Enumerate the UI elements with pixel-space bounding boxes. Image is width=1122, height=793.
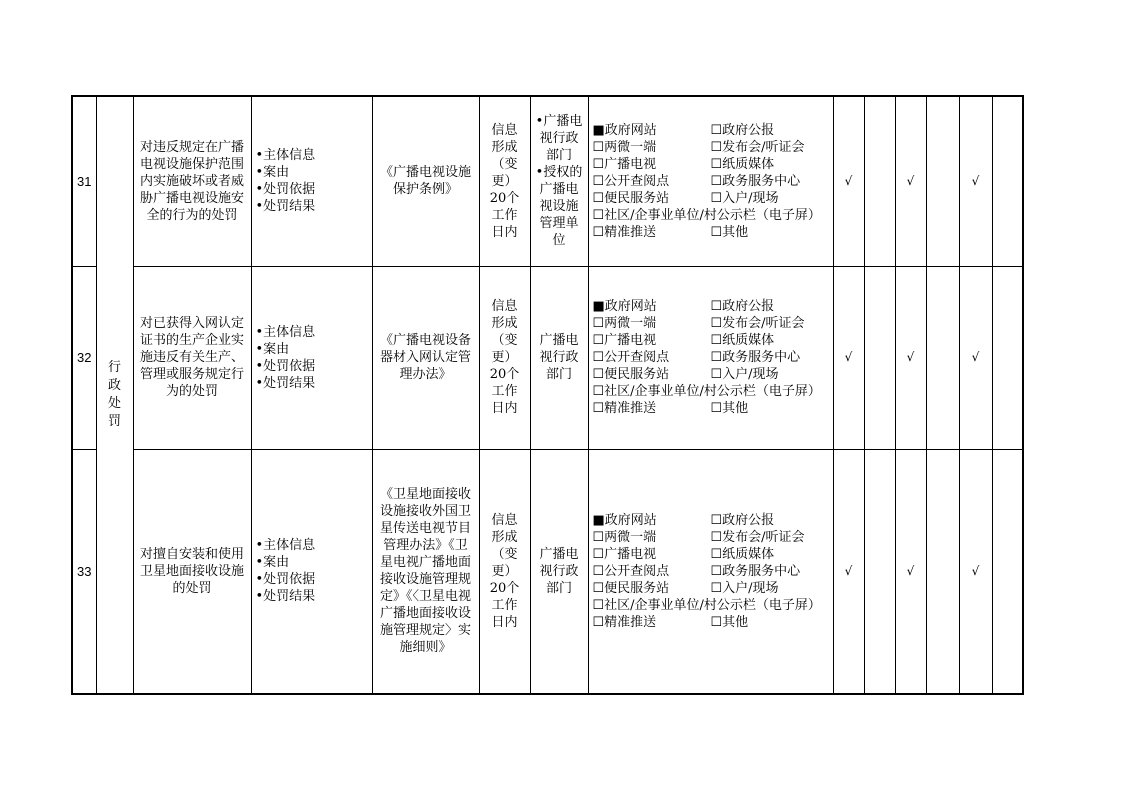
category-label: 行政处罚	[107, 360, 121, 429]
disclosure-table	[71, 95, 1024, 695]
disclosure-subject	[530, 96, 588, 266]
channel-option: ☐入户/现场	[710, 190, 779, 206]
check-mark: √	[833, 266, 864, 449]
channel-option: ☐便民服务站	[592, 190, 670, 206]
channel-option: ☐政务服务中心	[710, 173, 801, 189]
element-item: •处罚依据	[255, 572, 316, 588]
empty-cell	[864, 96, 895, 266]
channel-option: ☐其他	[710, 614, 749, 630]
channel-option: ☐纸质媒体	[710, 546, 775, 562]
element-item: •案由	[255, 341, 290, 357]
disclosure-channels	[588, 96, 833, 266]
check-mark: √	[959, 449, 992, 694]
channel-option: ☐其他	[710, 401, 749, 416]
table-row	[72, 96, 1023, 266]
channel-option: ☐纸质媒体	[710, 156, 775, 172]
element-item: •处罚结果	[255, 199, 316, 215]
empty-cell	[992, 96, 1023, 266]
check-mark: √	[895, 449, 926, 694]
channel-option: ■政府网站	[592, 299, 657, 314]
check-mark: √	[895, 266, 926, 449]
item-name: 对违反规定在广播电视设施保护范围内实施破坏或者威胁广播电视设施安全的行为的处罚	[133, 96, 251, 266]
disclosure-time: 信息形成（变更）20个工作日内	[479, 96, 530, 266]
channel-option: ☐发布会/听证会	[710, 139, 805, 155]
element-item: •案由	[255, 165, 290, 181]
channel-option: ☐公开查阅点	[592, 173, 670, 189]
empty-cell	[926, 266, 959, 449]
channel-option: ☐发布会/听证会	[710, 316, 805, 331]
channel-option: ☐其他	[710, 224, 749, 240]
channel-option: ☐广播电视	[592, 546, 657, 562]
disclosure-elements	[251, 266, 372, 449]
channel-option: ☐精准推送	[592, 224, 657, 240]
element-item: •处罚依据	[255, 358, 316, 374]
channel-option: ☐政府公报	[710, 299, 775, 314]
check-mark: √	[959, 266, 992, 449]
channel-option: ☐公开查阅点	[592, 350, 670, 365]
legal-basis: 《卫星地面接收设施接收外国卫星传送电视节目管理办法》《卫星电视广播地面接收设施管理规定》《〈卫星电视广播地面接收设施管理规定〉实施细则》	[372, 449, 479, 694]
check-mark: √	[833, 449, 864, 694]
channel-option: ☐入户/现场	[710, 367, 779, 382]
channel-option: ☐精准推送	[592, 401, 657, 416]
check-mark: √	[959, 96, 992, 266]
row-number: 32	[72, 266, 96, 449]
element-item: •案由	[255, 555, 290, 571]
disclosure-time: 信息形成（变更）20个工作日内	[479, 449, 530, 694]
row-number: 31	[72, 96, 96, 266]
legal-basis: 《广播电视设施保护条例》	[372, 96, 479, 266]
channel-option: ☐广播电视	[592, 156, 657, 172]
empty-cell	[864, 266, 895, 449]
channel-option: ☐两微一端	[592, 316, 657, 331]
empty-cell	[864, 449, 895, 694]
table-row	[72, 266, 1023, 449]
row-number: 33	[72, 449, 96, 694]
item-name: 对擅自安装和使用卫星地面接收设施的处罚	[133, 449, 251, 694]
item-name: 对已获得入网认定证书的生产企业实施违反有关生产、管理或服务规定行为的处罚	[133, 266, 251, 449]
empty-cell	[926, 96, 959, 266]
element-item: •处罚结果	[255, 589, 316, 605]
empty-cell	[926, 449, 959, 694]
disclosure-subject	[530, 449, 588, 694]
element-item: •主体信息	[255, 148, 316, 164]
channel-option: ☐纸质媒体	[710, 333, 775, 348]
channel-option: ☐公开查阅点	[592, 563, 670, 579]
channel-option: ☐发布会/听证会	[710, 529, 805, 545]
check-mark: √	[895, 96, 926, 266]
category-cell	[96, 96, 133, 694]
channel-option: ☐精准推送	[592, 614, 657, 630]
channel-option: ☐政务服务中心	[710, 350, 801, 365]
channel-option: ☐社区/企事业单位/村公示栏（电子屏）	[592, 597, 821, 613]
channel-option: ■政府网站	[592, 512, 657, 528]
subject-item: •授权的广播电视设施管理单位	[535, 165, 583, 249]
subject-item: 广播电视行政部门	[539, 546, 579, 596]
channel-option: ☐政府公报	[710, 122, 775, 138]
element-item: •处罚结果	[255, 375, 316, 391]
element-item: •主体信息	[255, 324, 316, 340]
disclosure-channels	[588, 266, 833, 449]
legal-basis: 《广播电视设备器材入网认定管理办法》	[372, 266, 479, 449]
channel-option: ☐便民服务站	[592, 367, 670, 382]
channel-option: ☐便民服务站	[592, 580, 670, 596]
channel-option: ☐政务服务中心	[710, 563, 801, 579]
empty-cell	[992, 266, 1023, 449]
empty-cell	[992, 449, 1023, 694]
channel-option: ☐社区/企事业单位/村公示栏（电子屏）	[592, 384, 821, 399]
element-item: •主体信息	[255, 538, 316, 554]
channel-option: ☐政府公报	[710, 512, 775, 528]
disclosure-subject	[530, 266, 588, 449]
channel-option: ☐广播电视	[592, 333, 657, 348]
disclosure-channels	[588, 449, 833, 694]
element-item: •处罚依据	[255, 182, 316, 198]
subject-item: •广播电视行政部门	[535, 114, 583, 164]
disclosure-elements	[251, 96, 372, 266]
check-mark: √	[833, 96, 864, 266]
channel-option: ■政府网站	[592, 122, 657, 138]
channel-option: ☐入户/现场	[710, 580, 779, 596]
channel-option: ☐两微一端	[592, 139, 657, 155]
disclosure-elements	[251, 449, 372, 694]
subject-item: 广播电视行政部门	[539, 333, 579, 382]
channel-option: ☐两微一端	[592, 529, 657, 545]
channel-option: ☐社区/企事业单位/村公示栏（电子屏）	[592, 207, 821, 223]
table-row	[72, 449, 1023, 694]
disclosure-time: 信息形成（变更）20个工作日内	[479, 266, 530, 449]
